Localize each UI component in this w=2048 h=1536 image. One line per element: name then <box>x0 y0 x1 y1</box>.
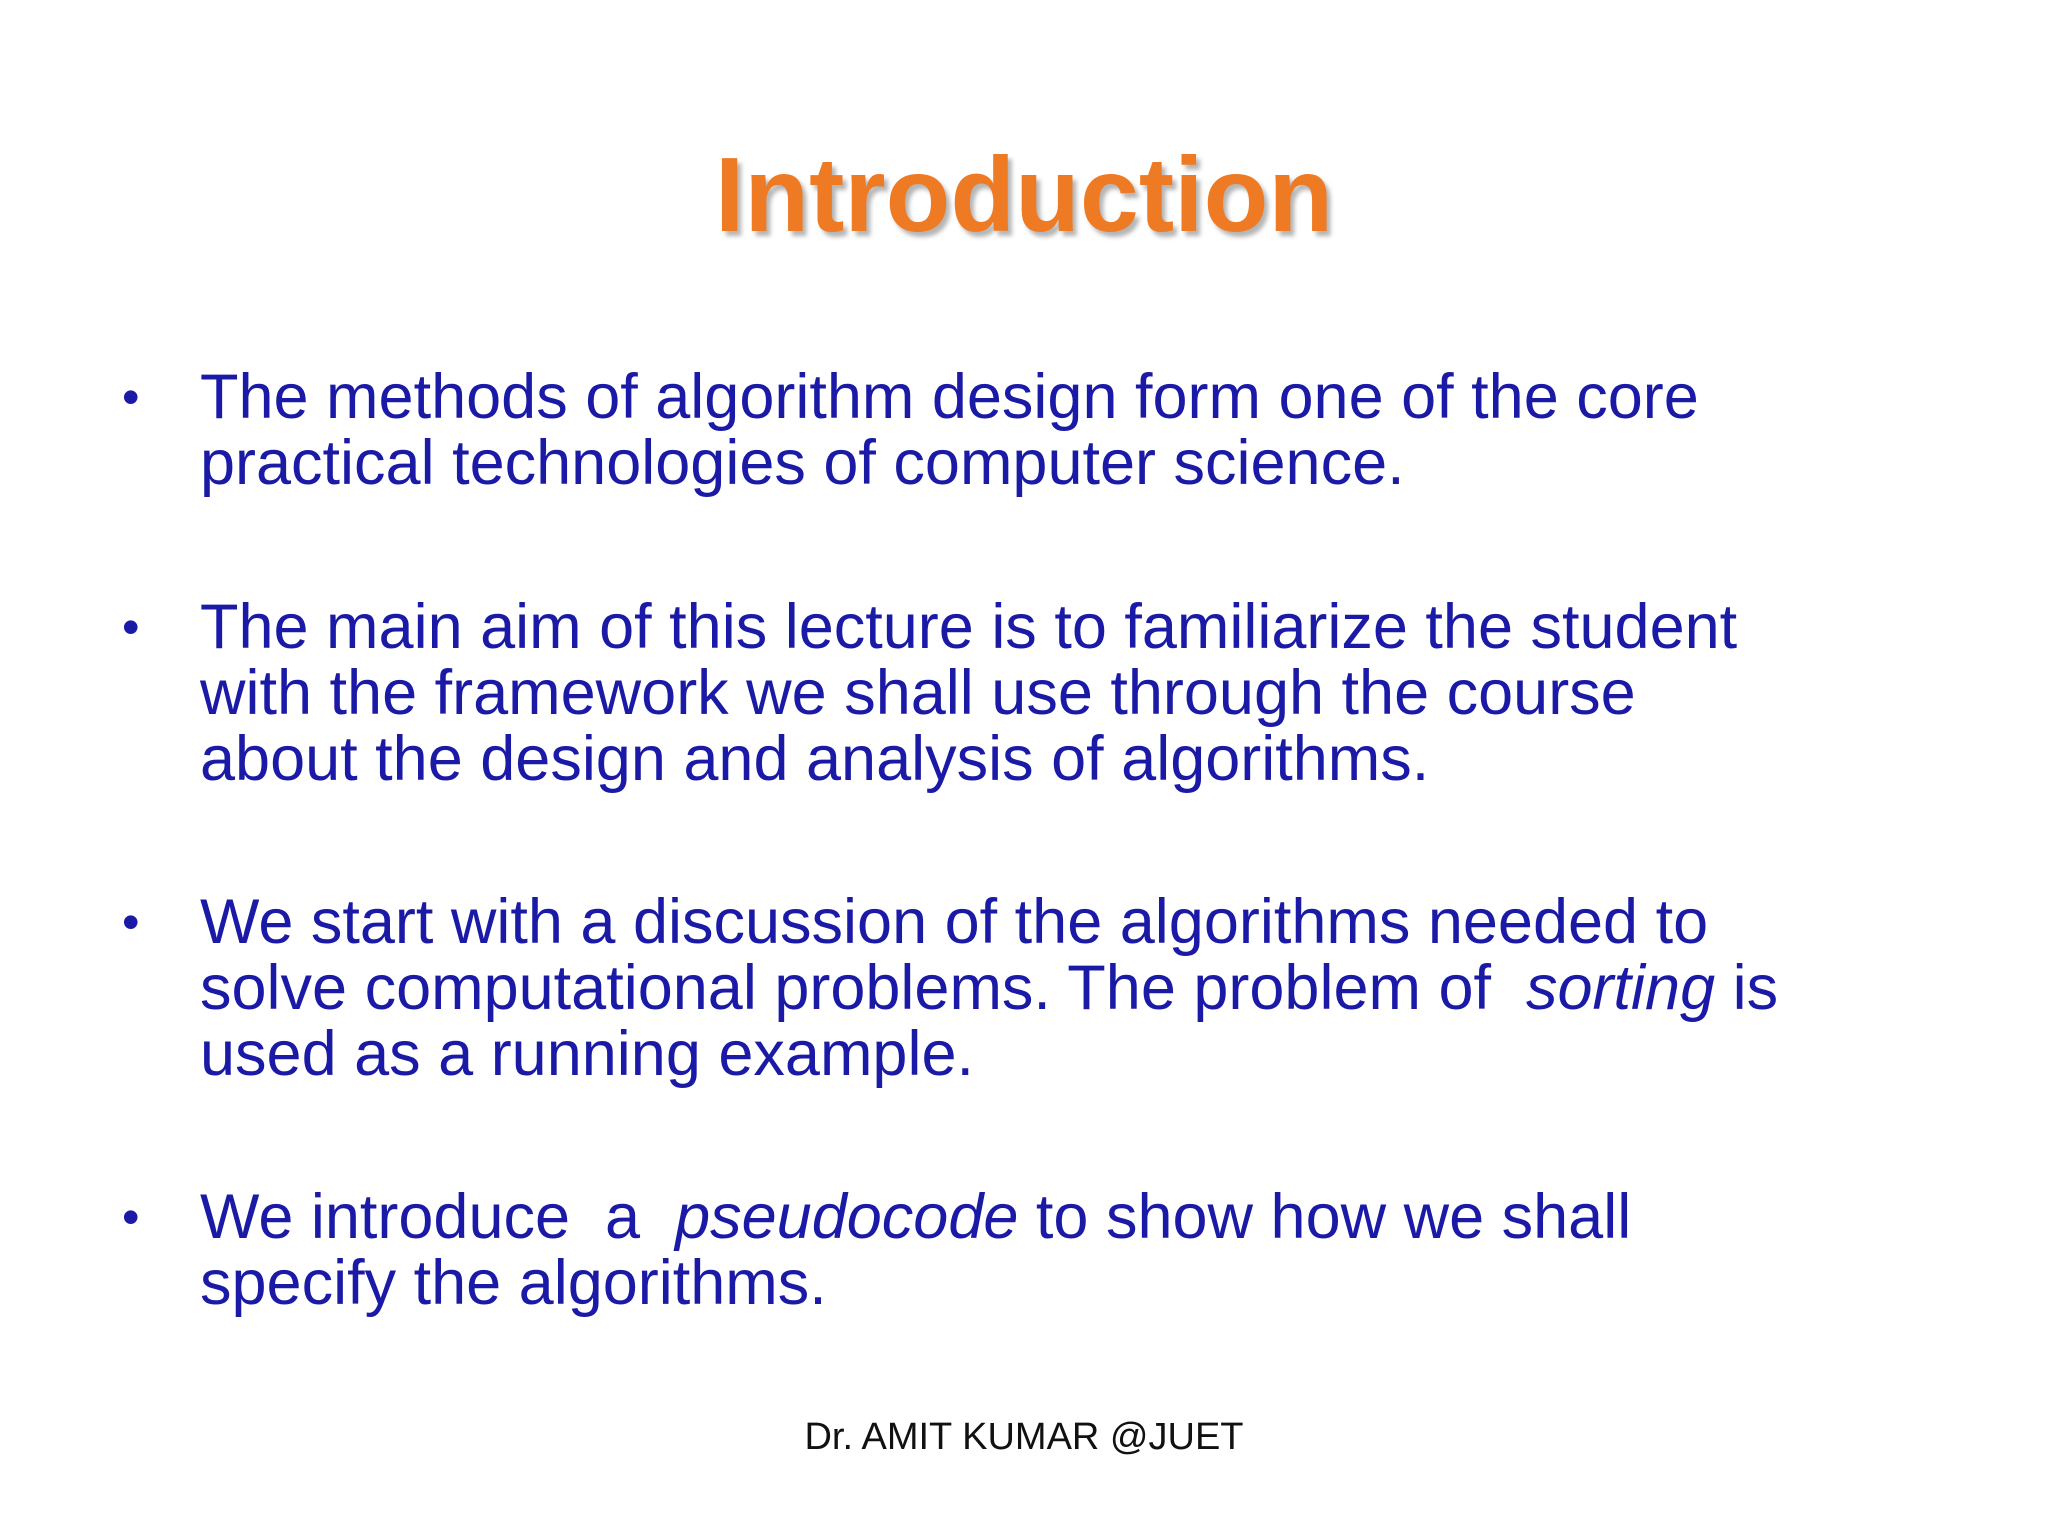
bullet-line: The main aim of this lecture is to familiarize the student <box>200 592 1738 662</box>
bullet-text: is <box>1715 953 1779 1023</box>
emphasis-pseudocode: pseudocode <box>675 1182 1019 1252</box>
bullet-line: We start with a discussion of the algorithms needed to <box>200 887 1709 957</box>
bullet-marker: • <box>122 599 140 655</box>
emphasis-sorting: sorting <box>1526 953 1716 1023</box>
bullet-item-sorting-example <box>122 887 1980 1089</box>
bullet-line: with the framework we shall use through the course <box>200 658 1636 728</box>
bullet-line <box>200 1184 1980 1250</box>
bullet-item-algorithm-design <box>122 362 1980 498</box>
bullet-line <box>200 955 1980 1021</box>
slide-title: Introduction <box>714 136 1334 254</box>
bullet-item-pseudocode <box>122 1182 1980 1318</box>
bullet-marker: • <box>122 369 140 425</box>
bullet-item-lecture-aim <box>122 592 1980 794</box>
bullet-marker: • <box>122 1189 140 1245</box>
bullet-line: about the design and analysis of algorithms. <box>200 724 1430 794</box>
bullet-text: to show how we shall <box>1018 1182 1632 1252</box>
bullet-line: specify the algorithms. <box>200 1248 827 1318</box>
bullet-text: We introduce a <box>200 1182 676 1252</box>
bullet-text: solve computational problems. The problem of <box>200 953 1527 1023</box>
bullet-marker: • <box>122 894 140 950</box>
bullet-line: used as a running example. <box>200 1019 974 1089</box>
slide-footer: Dr. AMIT KUMAR @JUET <box>804 1416 1244 1458</box>
bullet-line: practical technologies of computer science. <box>200 428 1405 498</box>
bullet-line: The methods of algorithm design form one of the core <box>200 362 1699 432</box>
